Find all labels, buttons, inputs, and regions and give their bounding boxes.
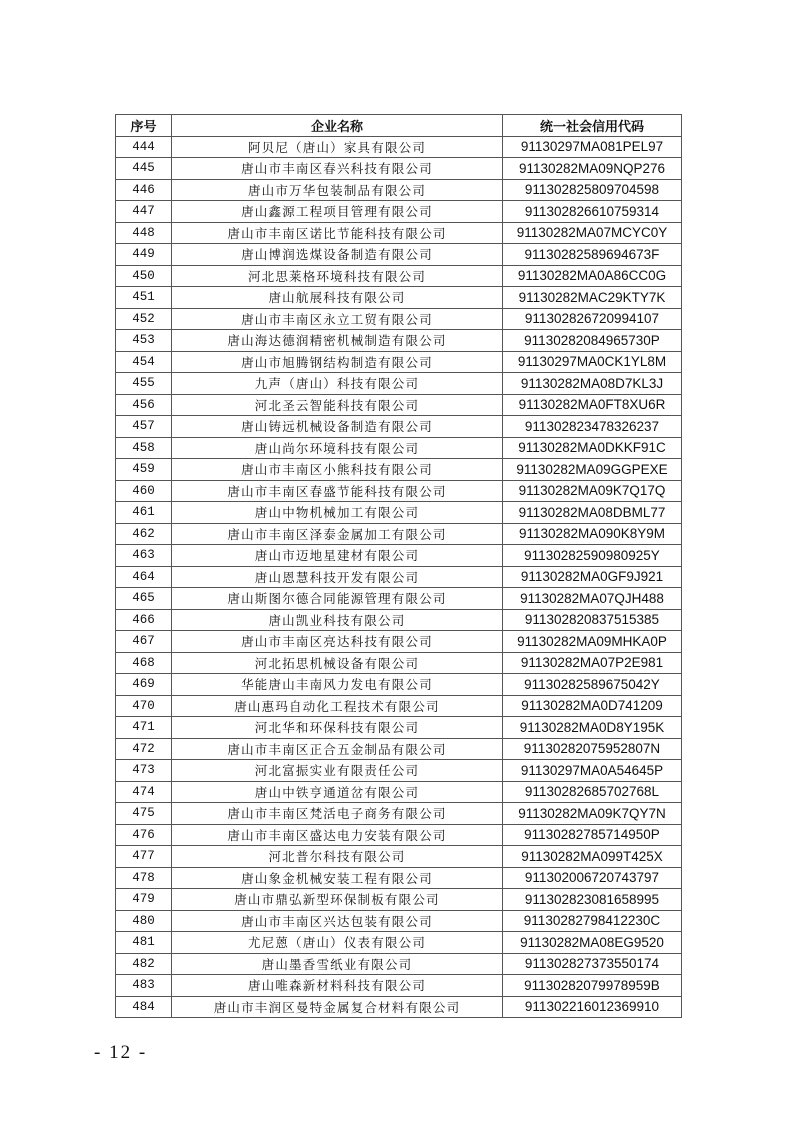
enterprise-name-cell: 唐山市鼎弘新型环保制板有限公司 — [172, 889, 503, 911]
table-row — [116, 996, 682, 1018]
enterprise-name-cell: 唐山市丰南区永立工贸有限公司 — [172, 308, 503, 330]
enterprise-name-cell: 河北富振实业有限责任公司 — [172, 760, 503, 782]
enterprise-name-cell: 唐山斯图尔德合同能源管理有限公司 — [172, 588, 503, 610]
credit-code-cell: 91130282MA07QJH488 — [503, 588, 682, 610]
table-row — [116, 416, 682, 438]
serial-number-cell: 469 — [116, 674, 172, 696]
enterprise-name-cell: 华能唐山丰南风力发电有限公司 — [172, 674, 503, 696]
credit-code-cell: 91130282MA090K8Y9M — [503, 523, 682, 545]
credit-code-cell: 91130282MA09K7QY7N — [503, 803, 682, 825]
serial-number-cell: 449 — [116, 244, 172, 266]
enterprise-name-cell: 唐山尚尔环境科技有限公司 — [172, 437, 503, 459]
serial-number-cell: 483 — [116, 975, 172, 997]
serial-number-cell: 476 — [116, 824, 172, 846]
enterprise-name-cell: 唐山航展科技有限公司 — [172, 287, 503, 309]
enterprise-name-cell: 唐山市丰南区亮达科技有限公司 — [172, 631, 503, 653]
enterprise-name-cell: 唐山唯森新材料科技有限公司 — [172, 975, 503, 997]
serial-number-cell: 450 — [116, 265, 172, 287]
credit-code-cell: 91130282MA07P2E981 — [503, 652, 682, 674]
serial-number-cell: 477 — [116, 846, 172, 868]
serial-number-cell: 456 — [116, 394, 172, 416]
credit-code-cell: 911302216012369910 — [503, 996, 682, 1018]
enterprise-name-cell: 九声（唐山）科技有限公司 — [172, 373, 503, 395]
serial-number-cell: 472 — [116, 738, 172, 760]
table-row — [116, 158, 682, 180]
serial-number-cell: 448 — [116, 222, 172, 244]
serial-number-cell: 480 — [116, 910, 172, 932]
credit-code-cell: 91130282075952807N — [503, 738, 682, 760]
credit-code-cell: 911302827373550174 — [503, 953, 682, 975]
table-row — [116, 222, 682, 244]
serial-number-cell: 468 — [116, 652, 172, 674]
serial-number-cell: 455 — [116, 373, 172, 395]
table-row — [116, 459, 682, 481]
serial-number-cell: 466 — [116, 609, 172, 631]
credit-code-cell: 91130282MAC29KTY7K — [503, 287, 682, 309]
header-enterprise-name: 企业名称 — [172, 115, 503, 137]
credit-code-cell: 911302006720743797 — [503, 867, 682, 889]
credit-code-cell: 91130282MA08DBML77 — [503, 502, 682, 524]
table-row — [116, 287, 682, 309]
serial-number-cell: 444 — [116, 136, 172, 158]
serial-number-cell: 452 — [116, 308, 172, 330]
enterprise-name-cell: 唐山市旭腾钢结构制造有限公司 — [172, 351, 503, 373]
credit-code-cell: 91130282589694673F — [503, 244, 682, 266]
table-row — [116, 803, 682, 825]
table-row — [116, 781, 682, 803]
header-credit-code: 统一社会信用代码 — [503, 115, 682, 137]
serial-number-cell: 467 — [116, 631, 172, 653]
serial-number-cell: 478 — [116, 867, 172, 889]
credit-code-cell: 91130282MA0A86CC0G — [503, 265, 682, 287]
credit-code-cell: 911302826720994107 — [503, 308, 682, 330]
table-row — [116, 738, 682, 760]
serial-number-cell: 481 — [116, 932, 172, 954]
credit-code-cell: 91130282MA0DKKF91C — [503, 437, 682, 459]
table-row — [116, 523, 682, 545]
serial-number-cell: 482 — [116, 953, 172, 975]
enterprise-name-cell: 唐山铸远机械设备制造有限公司 — [172, 416, 503, 438]
enterprise-name-cell: 唐山市丰南区正合五金制品有限公司 — [172, 738, 503, 760]
credit-code-cell: 91130282785714950P — [503, 824, 682, 846]
table-row — [116, 867, 682, 889]
credit-code-cell: 91130282589675042Y — [503, 674, 682, 696]
credit-code-cell: 91130297MA0A54645P — [503, 760, 682, 782]
enterprise-name-cell: 唐山中物机械加工有限公司 — [172, 502, 503, 524]
enterprise-table — [115, 114, 682, 1018]
serial-number-cell: 445 — [116, 158, 172, 180]
credit-code-cell: 91130282MA09MHKA0P — [503, 631, 682, 653]
table-row — [116, 760, 682, 782]
serial-number-cell: 451 — [116, 287, 172, 309]
table-row — [116, 932, 682, 954]
table-row — [116, 201, 682, 223]
credit-code-cell: 91130282798412230C — [503, 910, 682, 932]
serial-number-cell: 464 — [116, 566, 172, 588]
credit-code-cell: 91130297MA081PEL97 — [503, 136, 682, 158]
enterprise-name-cell: 唐山市丰南区春兴科技有限公司 — [172, 158, 503, 180]
credit-code-cell: 91130297MA0CK1YL8M — [503, 351, 682, 373]
table-row — [116, 265, 682, 287]
enterprise-name-cell: 唐山市丰南区梵活电子商务有限公司 — [172, 803, 503, 825]
enterprise-name-cell: 唐山海达德润精密机械制造有限公司 — [172, 330, 503, 352]
enterprise-name-cell: 唐山市迈地星建材有限公司 — [172, 545, 503, 567]
serial-number-cell: 461 — [116, 502, 172, 524]
table-row — [116, 502, 682, 524]
table-row — [116, 695, 682, 717]
table-row — [116, 910, 682, 932]
enterprise-name-cell: 唐山市丰南区兴达包装有限公司 — [172, 910, 503, 932]
enterprise-name-cell: 唐山市丰南区泽泰金属加工有限公司 — [172, 523, 503, 545]
enterprise-name-cell: 唐山市万华包装制品有限公司 — [172, 179, 503, 201]
credit-code-cell: 91130282084965730P — [503, 330, 682, 352]
serial-number-cell: 454 — [116, 351, 172, 373]
credit-code-cell: 911302820837515385 — [503, 609, 682, 631]
enterprise-name-cell: 唐山惠玛自动化工程技术有限公司 — [172, 695, 503, 717]
serial-number-cell: 465 — [116, 588, 172, 610]
serial-number-cell: 475 — [116, 803, 172, 825]
enterprise-name-cell: 唐山市丰南区诺比节能科技有限公司 — [172, 222, 503, 244]
table-row — [116, 631, 682, 653]
table-row — [116, 480, 682, 502]
enterprise-name-cell: 尤尼蒽（唐山）仪表有限公司 — [172, 932, 503, 954]
table-row — [116, 588, 682, 610]
serial-number-cell: 479 — [116, 889, 172, 911]
credit-code-cell: 91130282MA0FT8XU6R — [503, 394, 682, 416]
table-row — [116, 179, 682, 201]
credit-code-cell: 911302826610759314 — [503, 201, 682, 223]
credit-code-cell: 91130282MA09GGPEXE — [503, 459, 682, 481]
serial-number-cell: 459 — [116, 459, 172, 481]
table-row — [116, 136, 682, 158]
header-serial-number: 序号 — [116, 115, 172, 137]
table-row — [116, 674, 682, 696]
serial-number-cell: 463 — [116, 545, 172, 567]
credit-code-cell: 91130282MA0D8Y195K — [503, 717, 682, 739]
enterprise-name-cell: 唐山象金机械安装工程有限公司 — [172, 867, 503, 889]
table-row — [116, 953, 682, 975]
credit-code-cell: 911302823081658995 — [503, 889, 682, 911]
table-row — [116, 652, 682, 674]
enterprise-name-cell: 河北普尔科技有限公司 — [172, 846, 503, 868]
enterprise-name-cell: 唐山市丰南区小熊科技有限公司 — [172, 459, 503, 481]
serial-number-cell: 474 — [116, 781, 172, 803]
enterprise-name-cell: 唐山鑫源工程项目管理有限公司 — [172, 201, 503, 223]
serial-number-cell: 458 — [116, 437, 172, 459]
enterprise-name-cell: 唐山市丰南区春盛节能科技有限公司 — [172, 480, 503, 502]
serial-number-cell: 446 — [116, 179, 172, 201]
table-row — [116, 889, 682, 911]
table-row — [116, 846, 682, 868]
credit-code-cell: 91130282MA07MCYC0Y — [503, 222, 682, 244]
credit-code-cell: 91130282MA09NQP276 — [503, 158, 682, 180]
page-number: - 12 - — [94, 1042, 148, 1063]
table-row — [116, 330, 682, 352]
enterprise-name-cell: 唐山市丰南区盛达电力安装有限公司 — [172, 824, 503, 846]
enterprise-name-cell: 唐山恩慧科技开发有限公司 — [172, 566, 503, 588]
table-row — [116, 717, 682, 739]
credit-code-cell: 911302825809704598 — [503, 179, 682, 201]
credit-code-cell: 91130282MA099T425X — [503, 846, 682, 868]
credit-code-cell: 91130282MA09K7Q17Q — [503, 480, 682, 502]
table-row — [116, 308, 682, 330]
table-row — [116, 244, 682, 266]
table-body — [116, 136, 682, 1018]
enterprise-name-cell: 河北华和环保科技有限公司 — [172, 717, 503, 739]
serial-number-cell: 453 — [116, 330, 172, 352]
credit-code-cell: 911302823478326237 — [503, 416, 682, 438]
serial-number-cell: 470 — [116, 695, 172, 717]
credit-code-cell: 91130282079978959B — [503, 975, 682, 997]
enterprise-name-cell: 河北思莱格环境科技有限公司 — [172, 265, 503, 287]
credit-code-cell: 91130282MA08EG9520 — [503, 932, 682, 954]
table-row — [116, 545, 682, 567]
serial-number-cell: 484 — [116, 996, 172, 1018]
table-row — [116, 394, 682, 416]
serial-number-cell: 457 — [116, 416, 172, 438]
credit-code-cell: 91130282MA0GF9J921 — [503, 566, 682, 588]
enterprise-name-cell: 唐山博润选煤设备制造有限公司 — [172, 244, 503, 266]
serial-number-cell: 460 — [116, 480, 172, 502]
credit-code-cell: 91130282590980925Y — [503, 545, 682, 567]
enterprise-name-cell: 河北圣云智能科技有限公司 — [172, 394, 503, 416]
credit-code-cell: 91130282MA0D741209 — [503, 695, 682, 717]
enterprise-name-cell: 河北拓思机械设备有限公司 — [172, 652, 503, 674]
table-row — [116, 566, 682, 588]
table-row — [116, 351, 682, 373]
serial-number-cell: 462 — [116, 523, 172, 545]
credit-code-cell: 91130282MA08D7KL3J — [503, 373, 682, 395]
credit-code-cell: 91130282685702768L — [503, 781, 682, 803]
serial-number-cell: 447 — [116, 201, 172, 223]
enterprise-name-cell: 唐山中铁亨通道岔有限公司 — [172, 781, 503, 803]
table-row — [116, 373, 682, 395]
enterprise-name-cell: 唐山市丰润区曼特金属复合材料有限公司 — [172, 996, 503, 1018]
table-row — [116, 824, 682, 846]
enterprise-name-cell: 唐山墨香雪纸业有限公司 — [172, 953, 503, 975]
table-row — [116, 437, 682, 459]
table-row — [116, 975, 682, 997]
serial-number-cell: 471 — [116, 717, 172, 739]
serial-number-cell: 473 — [116, 760, 172, 782]
enterprise-name-cell: 阿贝尼（唐山）家具有限公司 — [172, 136, 503, 158]
table-header-row — [116, 115, 682, 137]
table-row — [116, 609, 682, 631]
enterprise-name-cell: 唐山凯业科技有限公司 — [172, 609, 503, 631]
